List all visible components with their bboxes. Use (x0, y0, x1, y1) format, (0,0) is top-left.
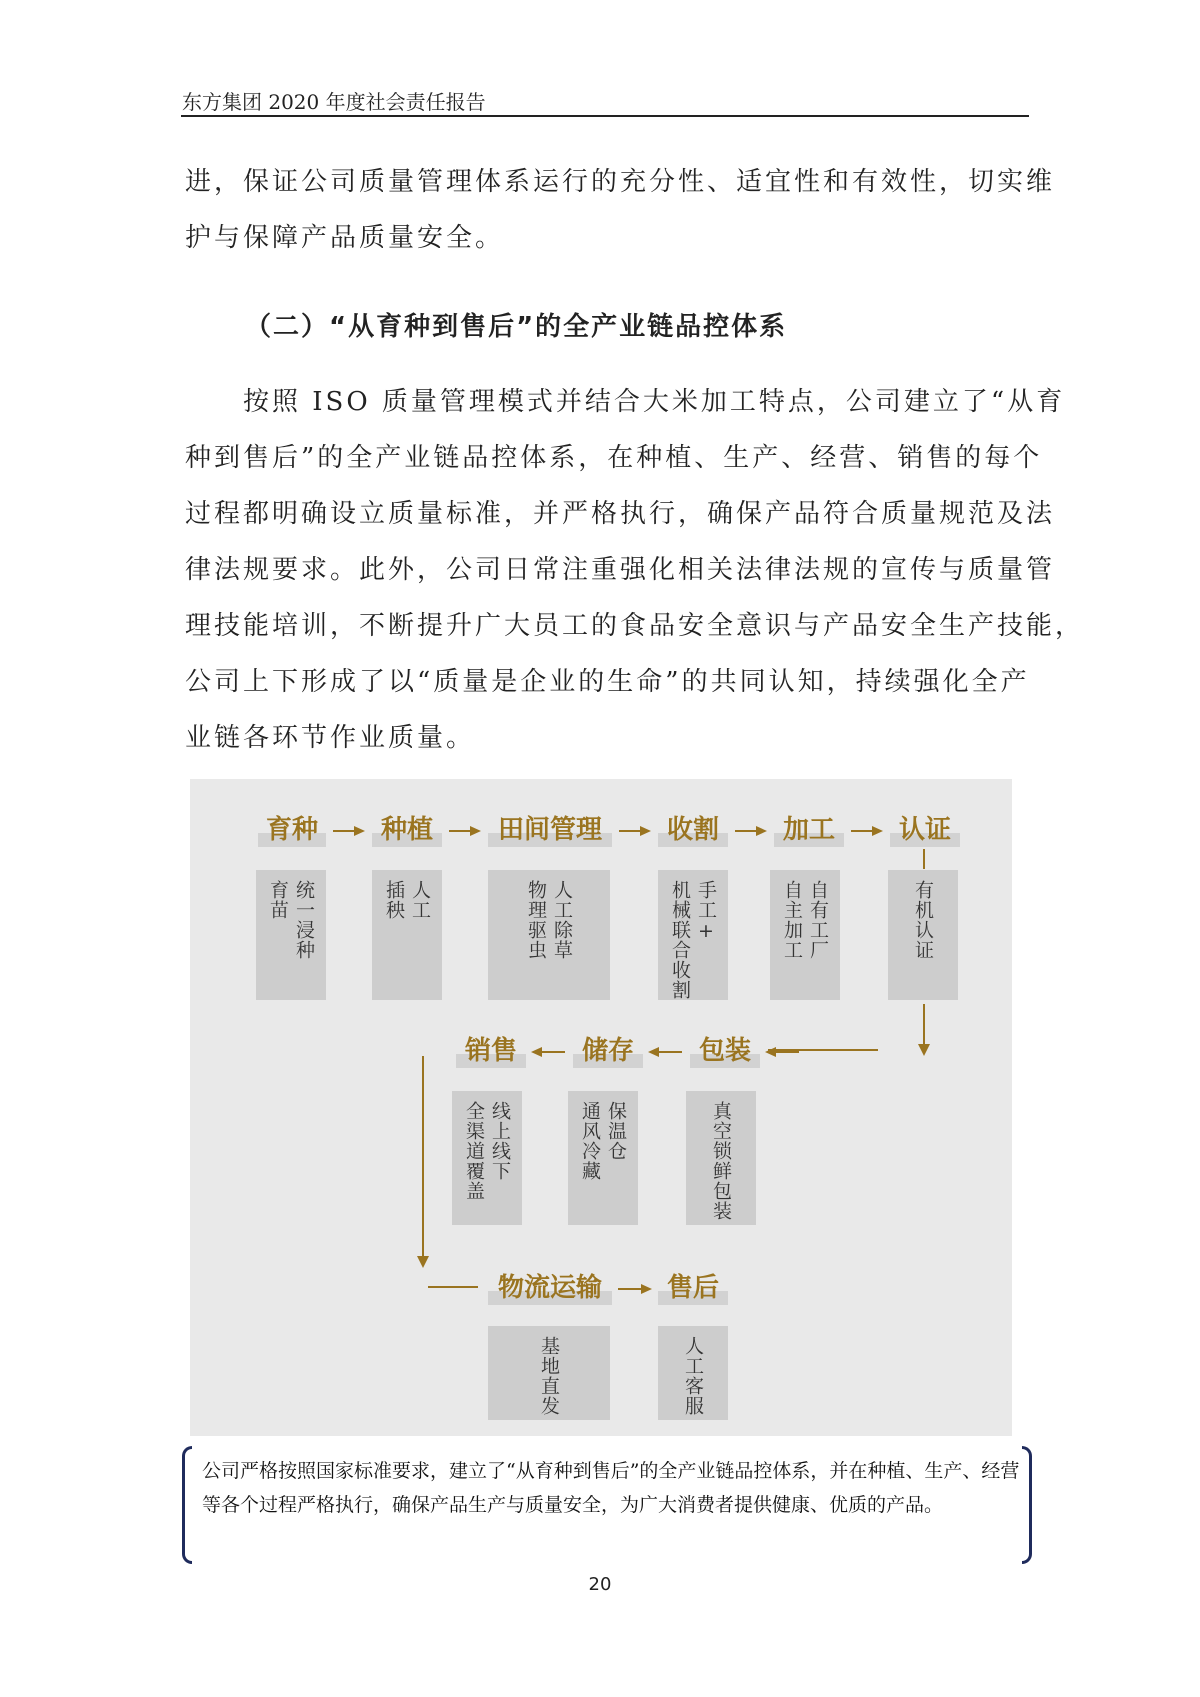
arrow-right-icon (619, 826, 651, 836)
stage-field-management: 田间管理 (488, 813, 612, 847)
stage-certification: 认证 (890, 813, 960, 847)
connector-line (428, 1286, 478, 1288)
arrow-left-icon (765, 1047, 799, 1057)
arrow-right-icon (735, 826, 767, 836)
body-paragraph (185, 374, 1085, 766)
detail-text: 真空锁鲜包装 (710, 1101, 732, 1221)
arrow-right-icon (333, 826, 365, 836)
detail-text: 插秧 (383, 880, 405, 920)
detail-text: 自主加工 (781, 880, 803, 960)
intro-paragraph (185, 154, 1056, 266)
detail-text: 有机认证 (912, 880, 934, 960)
detail-box-field-management (488, 870, 610, 1000)
body-line-7: 业链各环节作业质量。 (185, 723, 476, 753)
detail-box-after-sales (658, 1326, 728, 1420)
body-line-6: 公司上下形成了以“质量是企业的生命”的共同认知，持续强化全产 (185, 667, 1030, 697)
page-number: 20 (588, 1574, 612, 1595)
arrow-right-icon (449, 826, 481, 836)
report-header-title: 东方集团 2020 年度社会责任报告 (182, 90, 486, 114)
detail-box-breeding (256, 870, 326, 1000)
arrow-down-icon (417, 1256, 429, 1268)
detail-text: 统一浸种 (293, 880, 315, 960)
stage-planting: 种植 (372, 813, 442, 847)
caption-text: 公司严格按照国家标准要求，建立了“从育种到售后”的全产业链品控体系，并在种植、生产、经营等各个过程严格执行，确保产品生产与质量安全，为广大消费者提供健康、优质的产品。 (202, 1460, 1020, 1516)
body-line-1: 按照 ISO 质量管理模式并结合大米加工特点，公司建立了“从育 (185, 387, 1066, 417)
detail-text: 育苗 (267, 880, 289, 920)
detail-box-planting (372, 870, 442, 1000)
stage-storage: 储存 (573, 1034, 643, 1068)
detail-box-packaging (686, 1091, 756, 1225)
arrow-right-icon (851, 826, 883, 836)
stage-processing: 加工 (774, 813, 844, 847)
stage-packaging: 包装 (690, 1034, 760, 1068)
stage-after-sales: 售后 (658, 1271, 728, 1305)
stage-logistics: 物流运输 (488, 1271, 612, 1305)
body-line-4: 律法规要求。此外，公司日常注重强化相关法律法规的宣传与质量管 (185, 555, 1056, 585)
body-line-2: 种到售后”的全产业链品控体系，在种植、生产、经营、销售的每个 (185, 443, 1043, 473)
detail-text: 线上线下 (489, 1101, 511, 1181)
connector-line (923, 849, 925, 869)
section-heading: （二）“从育种到售后”的全产业链品控体系 (245, 312, 788, 342)
connector-line (923, 1004, 925, 1044)
left-bracket-icon (182, 1446, 192, 1564)
arrow-right-icon (618, 1284, 652, 1294)
detail-box-certification (888, 870, 958, 1000)
arrow-down-icon (918, 1044, 930, 1056)
quality-control-flow-diagram (190, 779, 1012, 1436)
detail-text: 通风冷藏 (579, 1101, 601, 1181)
detail-text: 手工+ (695, 880, 717, 943)
intro-line-2: 护与保障产品质量安全。 (185, 223, 505, 253)
detail-text: 基地直发 (538, 1336, 560, 1416)
detail-box-sales (452, 1091, 522, 1225)
detail-text: 人工除草 (551, 880, 573, 960)
caption-callout (188, 1446, 1026, 1564)
detail-text: 物理驱虫 (525, 880, 547, 960)
body-line-3: 过程都明确设立质量标准，并严格执行，确保产品符合质量规范及法 (185, 499, 1056, 529)
detail-box-processing (770, 870, 840, 1000)
detail-box-harvest (658, 870, 728, 1000)
detail-text: 全渠道覆盖 (463, 1101, 485, 1201)
detail-text: 自有工厂 (807, 880, 829, 960)
detail-text: 人工 (409, 880, 431, 920)
stage-harvest: 收割 (658, 813, 728, 847)
detail-text: 人工客服 (682, 1336, 704, 1416)
intro-line-1: 进，保证公司质量管理体系运行的充分性、适宜性和有效性，切实维 (185, 167, 1056, 197)
detail-text: 机械联合收割 (669, 880, 691, 1000)
stage-sales: 销售 (456, 1034, 526, 1068)
body-line-5: 理技能培训，不断提升广大员工的食品安全意识与产品安全生产技能， (185, 611, 1085, 641)
stage-breeding: 育种 (258, 813, 326, 847)
header-divider (181, 115, 1029, 117)
arrow-left-icon (648, 1047, 682, 1057)
connector-line (422, 1056, 424, 1256)
detail-box-storage (568, 1091, 638, 1225)
right-bracket-icon (1022, 1446, 1032, 1564)
detail-box-logistics (488, 1326, 610, 1420)
detail-text: 保温仓 (605, 1101, 627, 1161)
arrow-left-icon (531, 1047, 565, 1057)
